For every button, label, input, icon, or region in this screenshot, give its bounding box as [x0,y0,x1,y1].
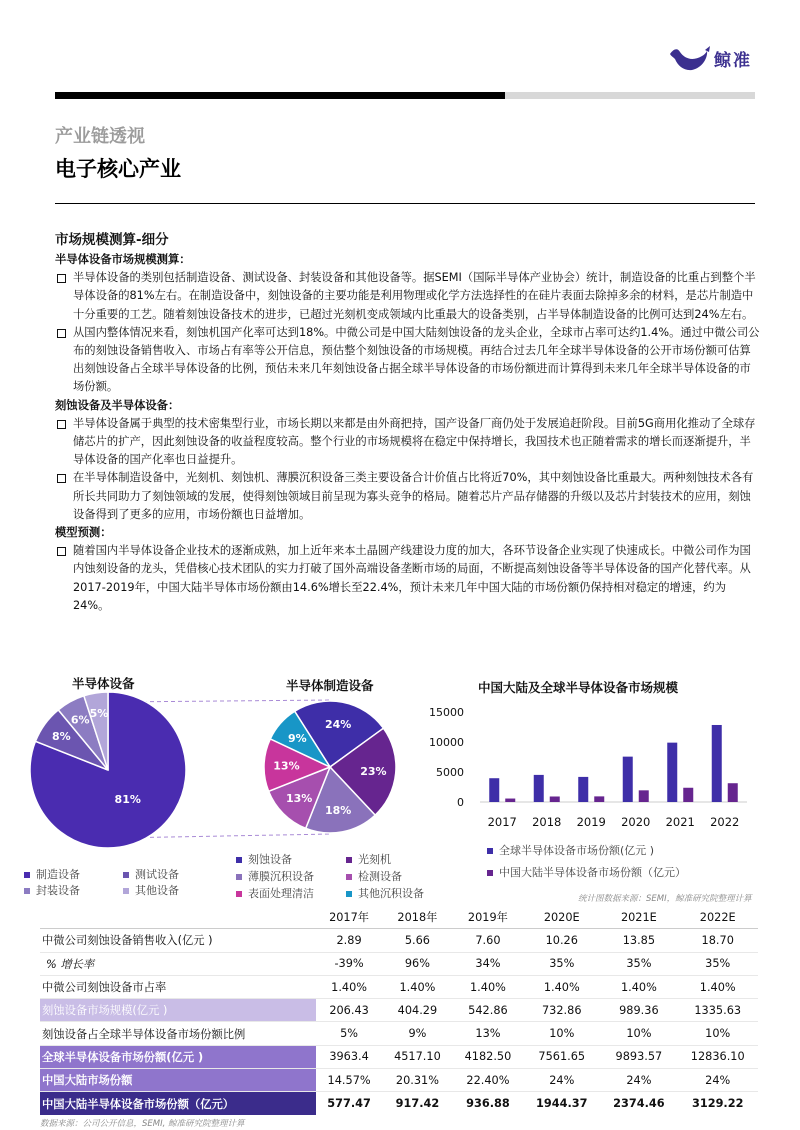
table-row [40,1045,758,1068]
table-cell: 22.40% [453,1069,524,1092]
pie-label: 18% [324,803,352,817]
bar [683,788,693,802]
legend-item: 中国大陆半导体设备市场份额（亿元） [487,864,686,880]
table-header-cell: 2019年 [453,906,524,929]
title-divider [55,203,755,204]
table-cell: 989.36 [600,999,677,1022]
table-cell: 1.40% [316,975,382,998]
brand-name: 鲸准 [714,51,752,71]
body-text [55,251,760,615]
table-cell: 9893.57 [600,1045,677,1068]
paragraph: 在半导体制造设备中，光刻机、刻蚀机、薄膜沉积设备三类主要设备合计价值占比将近70%，其中刻蚀设备比重最大。两种刻蚀技术各有所长共同助力了刻蚀领域的发展，使得刻蚀领域目前呈现为寡头竞争的格局。随着芯片产品存储器的升级以及芯片封装技术的应用，刻蚀设备得到了更多的应用，市场份额也日益增加。 [55,469,760,524]
table-cell: 9% [382,1022,453,1045]
table-cell: -39% [316,952,382,975]
y-tick-label: 15000 [429,706,464,719]
pie-label: 8% [51,730,71,744]
bar [712,725,722,802]
bar [534,775,544,802]
legend-item: 全球半导体设备市场份额(亿元 ) [487,842,654,858]
table-cell: 5% [316,1022,382,1045]
y-tick-label: 0 [457,796,464,809]
row-label: % 增长率 [40,952,316,975]
table-row [40,952,758,975]
subsection-title: 市场规模测算-细分 [55,232,169,248]
table-cell: 18.70 [677,929,758,952]
table-cell: 206.43 [316,999,382,1022]
table-cell: 7.60 [453,929,524,952]
heading-etching: 刻蚀设备及半导体设备： [55,398,180,412]
table-cell: 35% [523,952,600,975]
table-cell: 1.40% [523,975,600,998]
table-row [40,929,758,952]
legend-item: 封装设备 [24,882,80,898]
x-tick-label: 2017 [487,815,517,829]
bar [623,757,633,802]
data-table [40,906,758,1115]
bar [667,743,677,802]
row-label: 中微公司刻蚀设备销售收入(亿元 ) [40,929,316,952]
bar [639,790,649,802]
table-cell: 732.86 [523,999,600,1022]
x-tick-label: 2020 [621,815,651,829]
row-label: 中国大陆半导体设备市场份额（亿元） [40,1092,316,1115]
table-row [40,1092,758,1115]
table-cell: 24% [523,1069,600,1092]
table-cell: 24% [677,1069,758,1092]
y-tick-label: 5000 [436,766,464,779]
legend-item: 其他设备 [123,882,179,898]
legend-item: 薄膜沉积设备 [236,868,314,884]
x-tick-label: 2022 [710,815,740,829]
table-cell: 1.40% [600,975,677,998]
table-cell: 936.88 [466,1097,510,1111]
table-header-cell: 2021E [600,906,677,929]
source-note: 数据来源：公司公开信息，SEMI, 鲸准研究院整理计算 [40,1119,245,1129]
table-cell: 10.26 [523,929,600,952]
y-tick-label: 10000 [429,736,464,749]
table-cell: 24% [600,1069,677,1092]
bar-chart [422,700,752,835]
chart-source-note: 统计图数据来源：SEMI，鲸准研究院整理计算 [578,894,752,904]
table-header-row [40,906,758,929]
section-label: 产业链透视 [55,126,145,147]
table-cell: 13% [453,1022,524,1045]
page-title: 电子核心产业 [55,157,181,181]
table-cell: 5.66 [382,929,453,952]
bar [505,799,515,802]
table-header-cell: 2018年 [382,906,453,929]
legend-item: 刻蚀设备 [236,851,292,867]
table-cell: 1.40% [382,975,453,998]
table-header-cell: 2020E [523,906,600,929]
chart-title: 半导体制造设备 [286,678,374,693]
table-row [40,975,758,998]
legend-item: 表面处理清洁 [236,885,314,901]
table-cell: 12836.10 [677,1045,758,1068]
table-cell: 10% [600,1022,677,1045]
paragraph: 随着国内半导体设备企业技术的逐渐成熟，加上近年来本土晶圆产线建设力度的加大，各环节设备企业实现了快速成长。中微公司作为国内蚀刻设备的龙头，凭借核心技术团队的实力打破了国外高端设备垄断市场的局面，不断提高刻蚀设备等半导体设备的国产化替代率。从2017-2019年，中国大陆半导体市场份额由14.6%增长至22.4%，预计未来几年中国大陆的市场份额仍保持相对稳定的增速，约为24%。 [55,542,760,615]
table-row [40,1022,758,1045]
table-cell: 35% [600,952,677,975]
table-cell: 3963.4 [316,1045,382,1068]
table-cell: 542.86 [453,999,524,1022]
pie-label: 6% [70,713,90,727]
row-label: 中国大陆市场份额 [40,1069,316,1092]
row-label: 中微公司刻蚀设备市占率 [40,975,316,998]
table-cell: 2374.46 [613,1097,665,1111]
bar [578,777,588,802]
table-row [40,1069,758,1092]
table-header-cell: 2022E [677,906,758,929]
paragraph: 从国内整体情况来看，刻蚀机国产化率可达到18%。中微公司是中国大陆刻蚀设备的龙头企业，全球市占率可达约1.4%。通过中微公司公布的刻蚀设备销售收入、市场占有率等公开信息，预估整个刻蚀设备的市场规模。再结合过去几年全球半导体设备的公开市场份额可估算出刻蚀设备占全球半导体设备的比例，预估未来几年刻蚀设备占据全球半导体设备的市场份额进而计算得到未来几年全球半导体设备的市场份额。 [55,324,760,397]
table-cell: 1.40% [453,975,524,998]
table-cell: 1335.63 [677,999,758,1022]
pie-label: 9% [287,732,307,746]
row-label: 刻蚀设备占全球半导体设备市场份额比例 [40,1022,316,1045]
pie-label: 23% [360,765,387,779]
x-tick-label: 2018 [532,815,562,829]
heading-market-size: 半导体设备市场规模测算： [55,253,191,266]
pie-charts [0,690,450,850]
table-cell: 13.85 [600,929,677,952]
table-header-cell: 2017年 [316,906,382,929]
table-cell: 96% [382,952,453,975]
table-cell: 10% [677,1022,758,1045]
chart-title: 中国大陆及全球半导体设备市场规模 [478,680,679,695]
table-cell: 4182.50 [453,1045,524,1068]
table-cell: 1944.37 [536,1097,588,1111]
legend-item: 检测设备 [346,868,402,884]
table-cell: 34% [453,952,524,975]
header-divider-accent [55,92,505,99]
legend-item: 光刻机 [346,851,391,867]
pie-label: 13% [273,759,300,773]
paragraph: 半导体设备属于典型的技术密集型行业，市场长期以来都是由外商把持，国产设备厂商仍处于发展追赶阶段。目前5G商用化推动了全球存储芯片的扩产，因此刻蚀设备的收益程度较高。整个行业的市场规模将在稳定中保持增长，我国技术也正随着需求的增长而逐渐提升，半导体设备的国产化率也日益提升。 [55,415,760,470]
table-cell: 3129.22 [691,1097,744,1111]
heading-forecast: 模型预测： [55,526,112,540]
legend-item: 制造设备 [24,866,80,882]
table-cell: 1.40% [677,975,758,998]
table-cell: 14.57% [316,1069,382,1092]
table-cell: 2.89 [316,929,382,952]
chart-title: 半导体设备 [72,676,135,691]
table-cell: 4517.10 [382,1045,453,1068]
paragraph: 半导体设备的类别包括制造设备、测试设备、封装设备和其他设备等。据SEMI（国际半导体产业协会）统计，制造设备的比重占到整个半导体设备的81%左右。在制造设备中，刻蚀设备的主要功能是利用物理或化学方法选择性的在硅片表面去除掉多余的材料，是芯片制造中十分重要的工艺。随着刻蚀设备技术的进步，已超过光刻机变成领域内比重最大的设备类别，占半导体制造设备的比例可达到24%左右。 [55,269,760,324]
pie-label: 13% [286,791,313,805]
table-cell: 577.47 [327,1097,371,1111]
pie-label: 81% [114,793,141,807]
table-cell: 10% [523,1022,600,1045]
bar [594,796,604,802]
x-tick-label: 2021 [665,815,695,829]
x-tick-label: 2019 [576,815,606,829]
table-cell: 7561.65 [523,1045,600,1068]
table-row [40,999,758,1022]
table-cell: 917.42 [395,1097,440,1111]
row-label: 全球半导体设备市场份额(亿元 ) [40,1045,316,1068]
row-label: 刻蚀设备市场规模(亿元 ) [40,999,316,1022]
bar [489,778,499,802]
table-cell: 20.31% [382,1069,453,1092]
legend-item: 测试设备 [123,866,179,882]
pie-label: 5% [89,706,109,720]
table-cell: 35% [677,952,758,975]
bar [550,796,560,802]
legend-item: 其他沉积设备 [346,885,424,901]
pie-label: 24% [325,718,352,732]
table-cell: 404.29 [382,999,453,1022]
bar [728,783,738,802]
